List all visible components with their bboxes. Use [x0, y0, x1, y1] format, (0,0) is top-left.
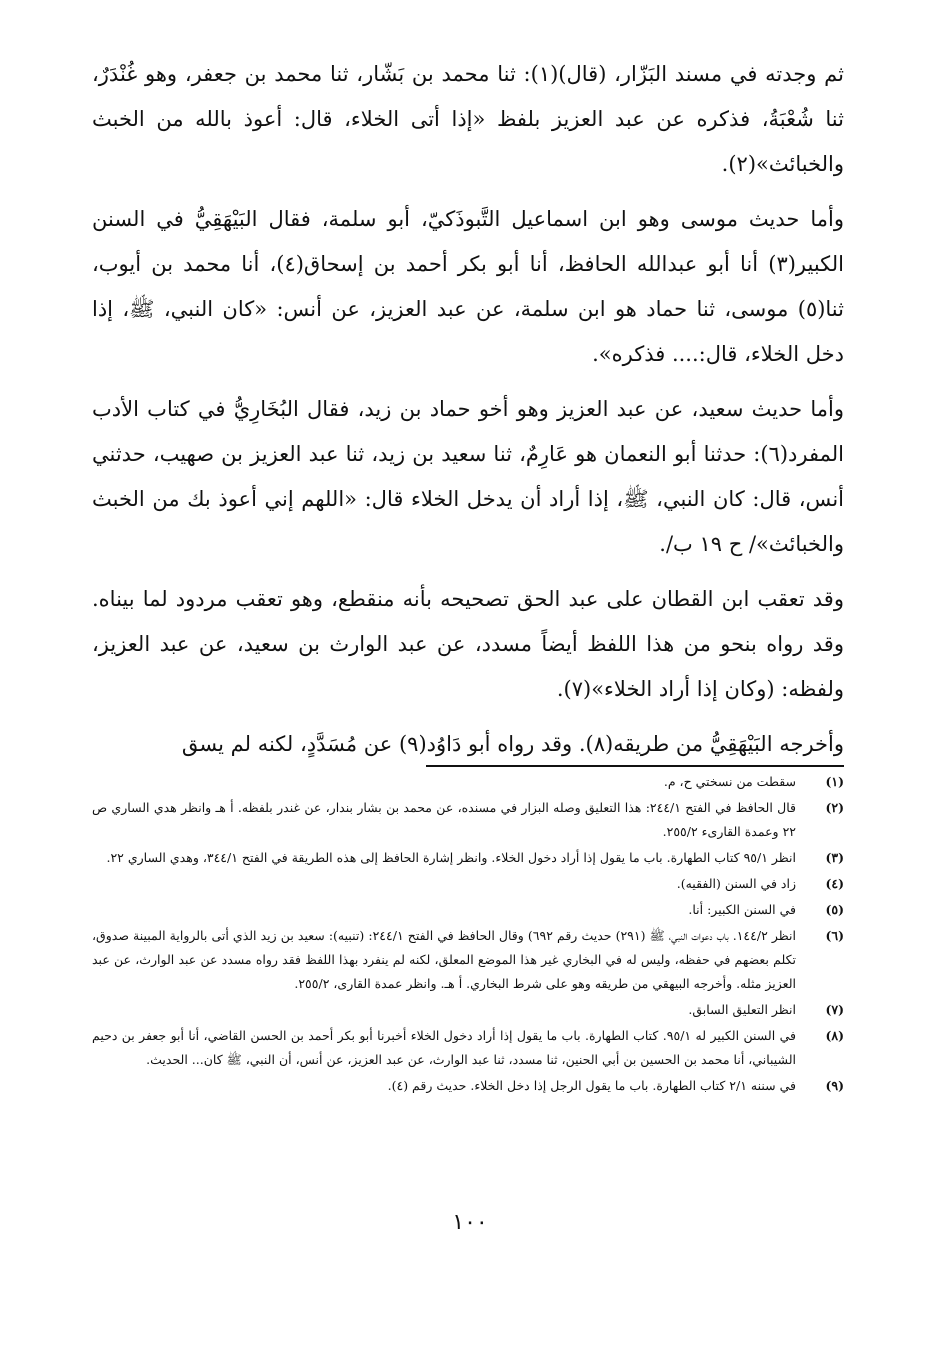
- footnote-text: في سننه ٢/١ كتاب الطهارة. باب ما يقول الرجل إذا دخل الخلاء. حديث رقم (٤).: [387, 1078, 796, 1093]
- footnote-number: (٥): [825, 902, 844, 917]
- footnote-7: [92, 998, 844, 1022]
- paragraph-2: وأما حديث موسى وهو ابن اسماعيل التَّبوذَكيّ، أبو سلمة، فقال البَيْهَقِيُّ في السنن الكبير(٣) أنا أبو عبدالله الحافظ، أنا أبو بكر أحمد بن إسحاق(٤)، أنا محمد بن أيوب، ثنا(٥) موسى، ثنا حماد هو ابن سلمة، عن عبد العزيز، عن أنس: «كان النبي، ﷺ، إذا دخل الخلاء، قال:.... فذكره».: [92, 207, 845, 366]
- footnote-9: [92, 1074, 844, 1098]
- footnote-text: في السنن الكبير له ٩٥/١. كتاب الطهارة. باب ما يقول إذا أراد دخول الخلاء أخبرنا أبو بكر أحمد بن الحسن القاضي، أنا أبو جعفر بن دحيم الشيباني، أنا محمد بن الحسين بن أبي الحنين، ثنا مسدد، ثنا عبد الوارث، عن عبد العزيز، عن أنس، أن النبي، ﷺ كان... الحديث.: [92, 1028, 796, 1067]
- main-text: [92, 52, 844, 767]
- footnote-number: (١): [825, 774, 844, 789]
- footnote-number: (٤): [825, 876, 844, 891]
- paragraph-3: وأما حديث سعيد، عن عبد العزيز وهو أخو حماد بن زيد، فقال البُخَارِيُّ في كتاب الأدب المفرد(٦): حدثنا أبو النعمان هو عَارِمٌ، ثنا سعيد بن زيد، ثنا عبد العزيز بن صهيب، حدثني أنس، قال: كان النبي، ﷺ، إذا أراد أن يدخل الخلاء قال: «اللهم إني أعوذ بك من الخبث والخبائث»/ ح ١٩ ب/.: [92, 397, 844, 556]
- footnote-5: [92, 898, 844, 922]
- footnote-text: قال الحافظ في الفتح ٢٤٤/١: هذا التعليق وصله البزار في مسنده، عن محمد بن بشار بندار، عن غندر بلفظه. أ هـ وانظر هدي الساري ص ٢٢ وعمدة القارىء ٢٥٥/٢.: [92, 800, 796, 839]
- footnote-text: انظر ٩٥/١ كتاب الطهارة. باب ما يقول إذا أراد دخول الخلاء. وانظر إشارة الحافظ إلى هذه الطريقة في الفتح ٣٤٤/١، وهدي الساري ٢٢.: [106, 850, 796, 865]
- footnote-8: [92, 1024, 844, 1072]
- footnote-2: [92, 796, 844, 844]
- footnote-number: (٧): [825, 1002, 844, 1017]
- footnote-number: (٦): [825, 928, 844, 943]
- footnotes: [92, 770, 844, 1100]
- footnote-text: زاد في السنن (الفقيه).: [676, 876, 796, 891]
- footnote-number: (٢): [825, 800, 844, 815]
- footnote-6: [92, 924, 844, 996]
- footnote-text: انظر التعليق السابق.: [688, 1002, 796, 1017]
- footnote-1: [92, 770, 844, 794]
- footnote-text: انظر ١٤٤/٢. باب دعوات النبي، ﷺ (٢٩١) حديث رقم ٦٩٢) وقال الحافظ في الفتح ٢٤٤/١: (تنبيه): سعيد بن زيد الذي أتى بالرواية المبينة صدوق، تكلم بعضهم في حفظه، وليس له في البخاري غير هذا الموضع المعلق، لكنه لم ينفرد بهذا اللفظ فقد رواه مسدد عن عبد الوارث، عن عبد العزيز مثله. وأخرجه البيهقي من طريقه وهو على شرط البخاري. أ هـ. وانظر عمدة القارى، ٢٥٥/٢.: [92, 928, 796, 991]
- paragraph-5: وأخرجه البَيْهَقِيُّ من طريقه(٨). وقد رواه أبو دَاوُد(٩) عن مُسَدَّدٍ، لكنه لم يسق: [181, 732, 844, 756]
- footnote-separator: [426, 765, 844, 767]
- footnote-number: (٩): [825, 1078, 844, 1093]
- main-text-block: [92, 52, 844, 767]
- footnote-text: سقطت من نسختي ح، م.: [663, 774, 796, 789]
- footnote-3: [92, 846, 844, 870]
- footnote-text: في السنن الكبير: أنا.: [688, 902, 796, 917]
- paragraph-1: ثم وجدته في مسند البَزّار، (قال)(١): ثنا محمد بن بَشّار، ثنا محمد بن جعفر، وهو غُنْدَرٌ، ثنا شُعْبَةُ، فذكره عن عبد العزيز بلفظ «إذا أتى الخلاء، قال: أعوذ بالله من الخبث والخبائث»(٢).: [92, 62, 844, 176]
- footnote-4: [92, 872, 844, 896]
- page-number: ١٠٠: [452, 1210, 488, 1235]
- footnote-number: (٣): [825, 850, 844, 865]
- footnote-number: (٨): [825, 1028, 844, 1043]
- paragraph-4: وقد تعقب ابن القطان على عبد الحق تصحيحه بأنه منقطع، وهو تعقب مردود لما بيناه. وقد رواه بنحو من هذا اللفظ أيضاً مسدد، عن عبد الوارث بن سعيد، عن عبد العزيز، ولفظه: (وكان إذا أراد الخلاء»(٧).: [92, 587, 844, 701]
